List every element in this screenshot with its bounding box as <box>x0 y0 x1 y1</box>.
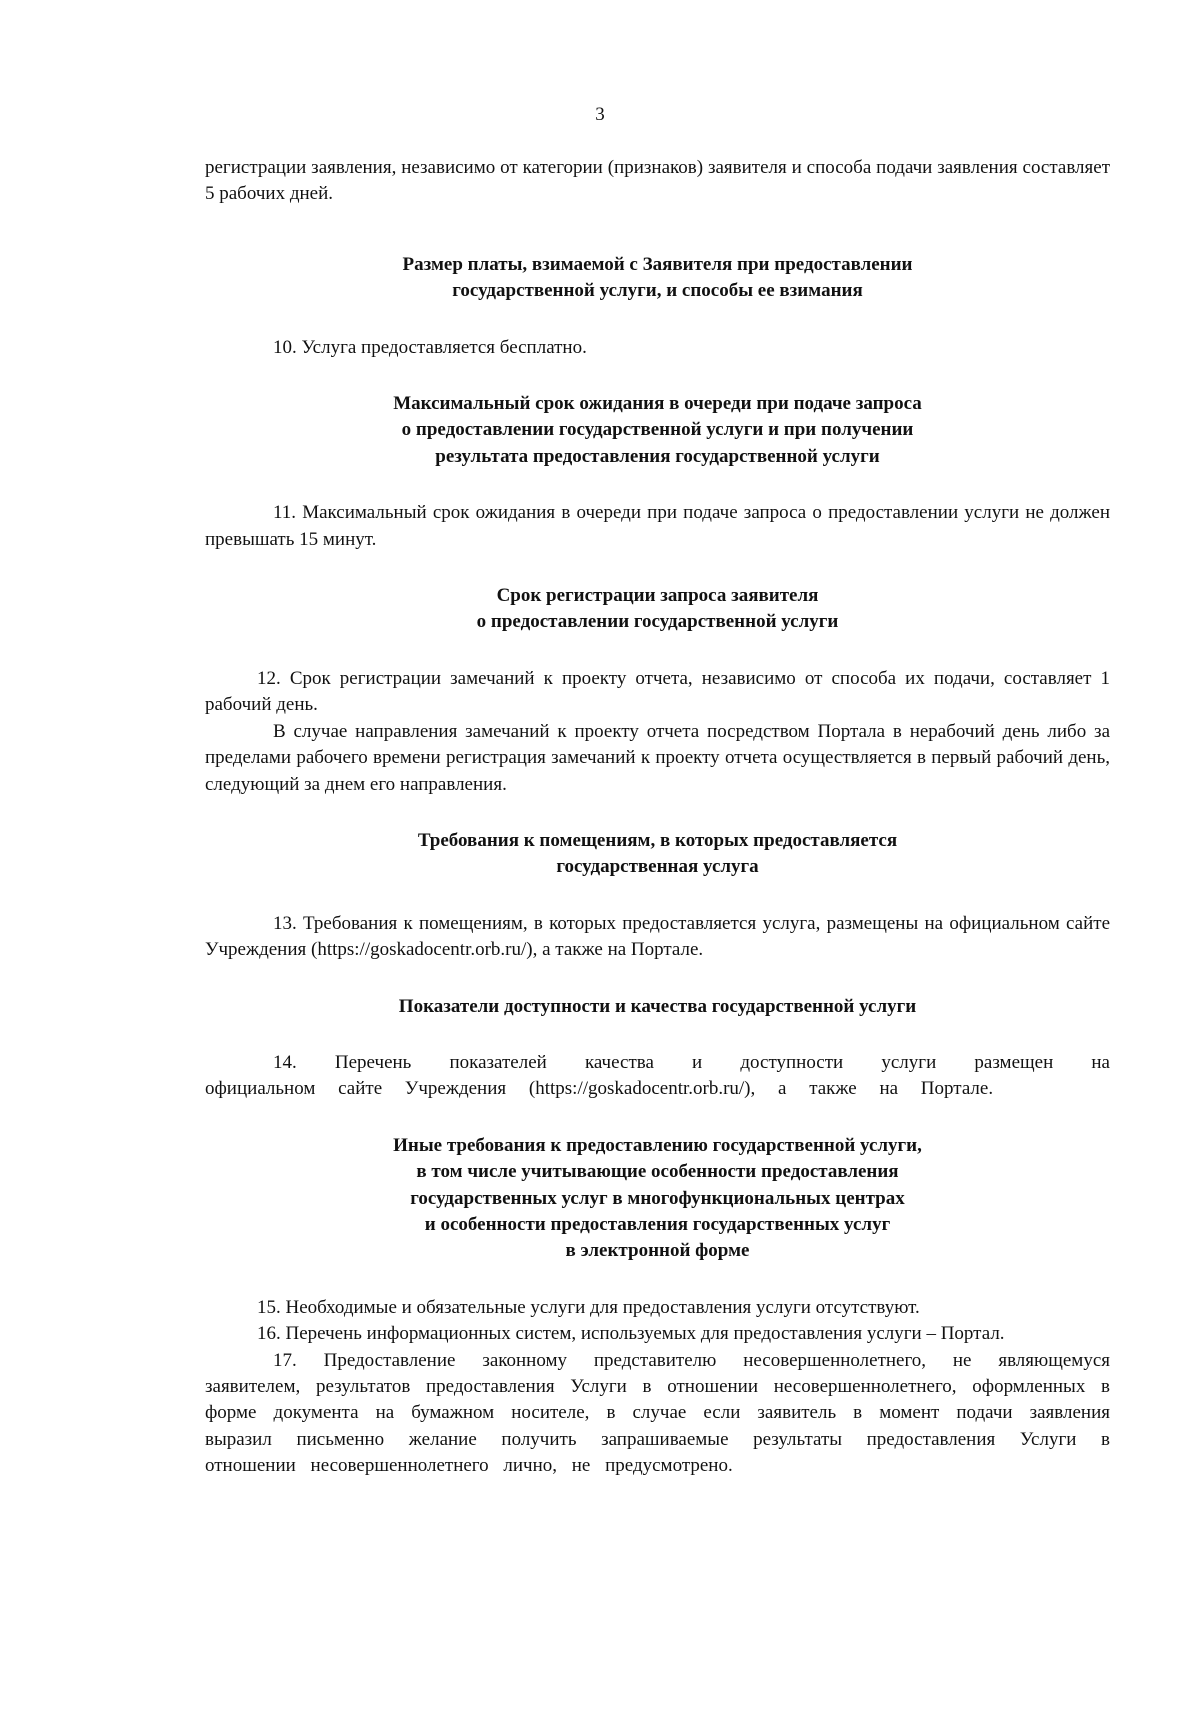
heading-line: в электронной форме <box>565 1240 750 1262</box>
heading-line: Требования к помещениям, в которых предоставляется <box>417 829 898 851</box>
heading-line: Срок регистрации запроса заявителя <box>496 585 819 607</box>
paragraph-14: 14. Перечень показателей качества и доступности услуги размещен на официальном сайте Учреждения (https://goskadocentr.orb.ru/), а также на Портале. <box>205 1051 1110 1100</box>
heading-line: и особенности предоставления государственных услуг <box>424 1213 891 1235</box>
paragraph-12b: В случае направления замечаний к проекту отчета посредством Портала в нерабочий день либо за пределами рабочего времени регистрация замечаний к проекту отчета осуществляется в первый рабочий день, следующий за днем его направления. <box>205 720 1110 795</box>
section-registration-heading <box>205 583 1110 636</box>
paragraph-13: 13. Требования к помещениям, в которых предоставляется услуга, размещены на официальном сайте Учреждения (https://goskadocentr.orb.ru/), а также на Портале. <box>205 912 1110 961</box>
section-queue-heading <box>205 391 1110 470</box>
section-indicators-heading <box>205 994 1110 1020</box>
heading-line: о предоставлении государственной услуги и при получении <box>401 419 914 441</box>
heading-line: Максимальный срок ожидания в очереди при подаче запроса <box>393 393 922 415</box>
paragraph-12: 12. Срок регистрации замечаний к проекту отчета, независимо от способа их подачи, составляет 1 рабочий день. <box>205 667 1110 716</box>
intro-paragraph: регистрации заявления, независимо от категории (признаков) заявителя и способа подачи заявления составляет 5 рабочих дней. <box>205 157 1110 205</box>
paragraph-10: 10. Услуга предоставляется бесплатно. <box>273 336 587 358</box>
heading-line: государственной услуги, и способы ее взимания <box>452 280 863 302</box>
paragraph-15: 15. Необходимые и обязательные услуги для предоставления услуги отсутствуют. <box>257 1296 920 1318</box>
heading-line: в том числе учитывающие особенности предоставления <box>416 1161 899 1183</box>
page-number: 3 <box>595 104 605 125</box>
paragraph-17: 17. Предоставление законному представителю несовершеннолетнего, не являющемуся заявителем, результатов предоставления Услуги в отношении несовершеннолетнего, оформленных в форме документа на бумажном носителе, в случае если заявитель в момент подачи заявления выразил письменно желание получить запрашиваемые результаты предоставления Услуги в отношении несовершеннолетнего лично, не предусмотрено. <box>205 1349 1110 1477</box>
heading-line: о предоставлении государственной услуги <box>476 611 839 633</box>
heading-line: результата предоставления государственной услуги <box>435 445 880 467</box>
heading-line: Размер платы, взимаемой с Заявителя при предоставлении <box>402 253 913 275</box>
paragraph-16: 16. Перечень информационных систем, используемых для предоставления услуги – Портал. <box>257 1323 1005 1345</box>
section-fee-heading <box>205 252 1110 305</box>
heading-line: государственная услуга <box>556 856 759 878</box>
heading-line: Показатели доступности и качества государственной услуги <box>398 995 917 1017</box>
paragraph-11: 11. Максимальный срок ожидания в очереди при подаче запроса о предоставлении услуги не должен превышать 15 минут. <box>205 502 1110 550</box>
section-other-heading <box>205 1133 1110 1265</box>
section-premises-heading <box>205 828 1110 881</box>
heading-line: государственных услуг в многофункциональных центрах <box>410 1187 905 1209</box>
heading-line: Иные требования к предоставлению государственной услуги, <box>393 1134 922 1156</box>
document-body <box>205 155 1110 1480</box>
